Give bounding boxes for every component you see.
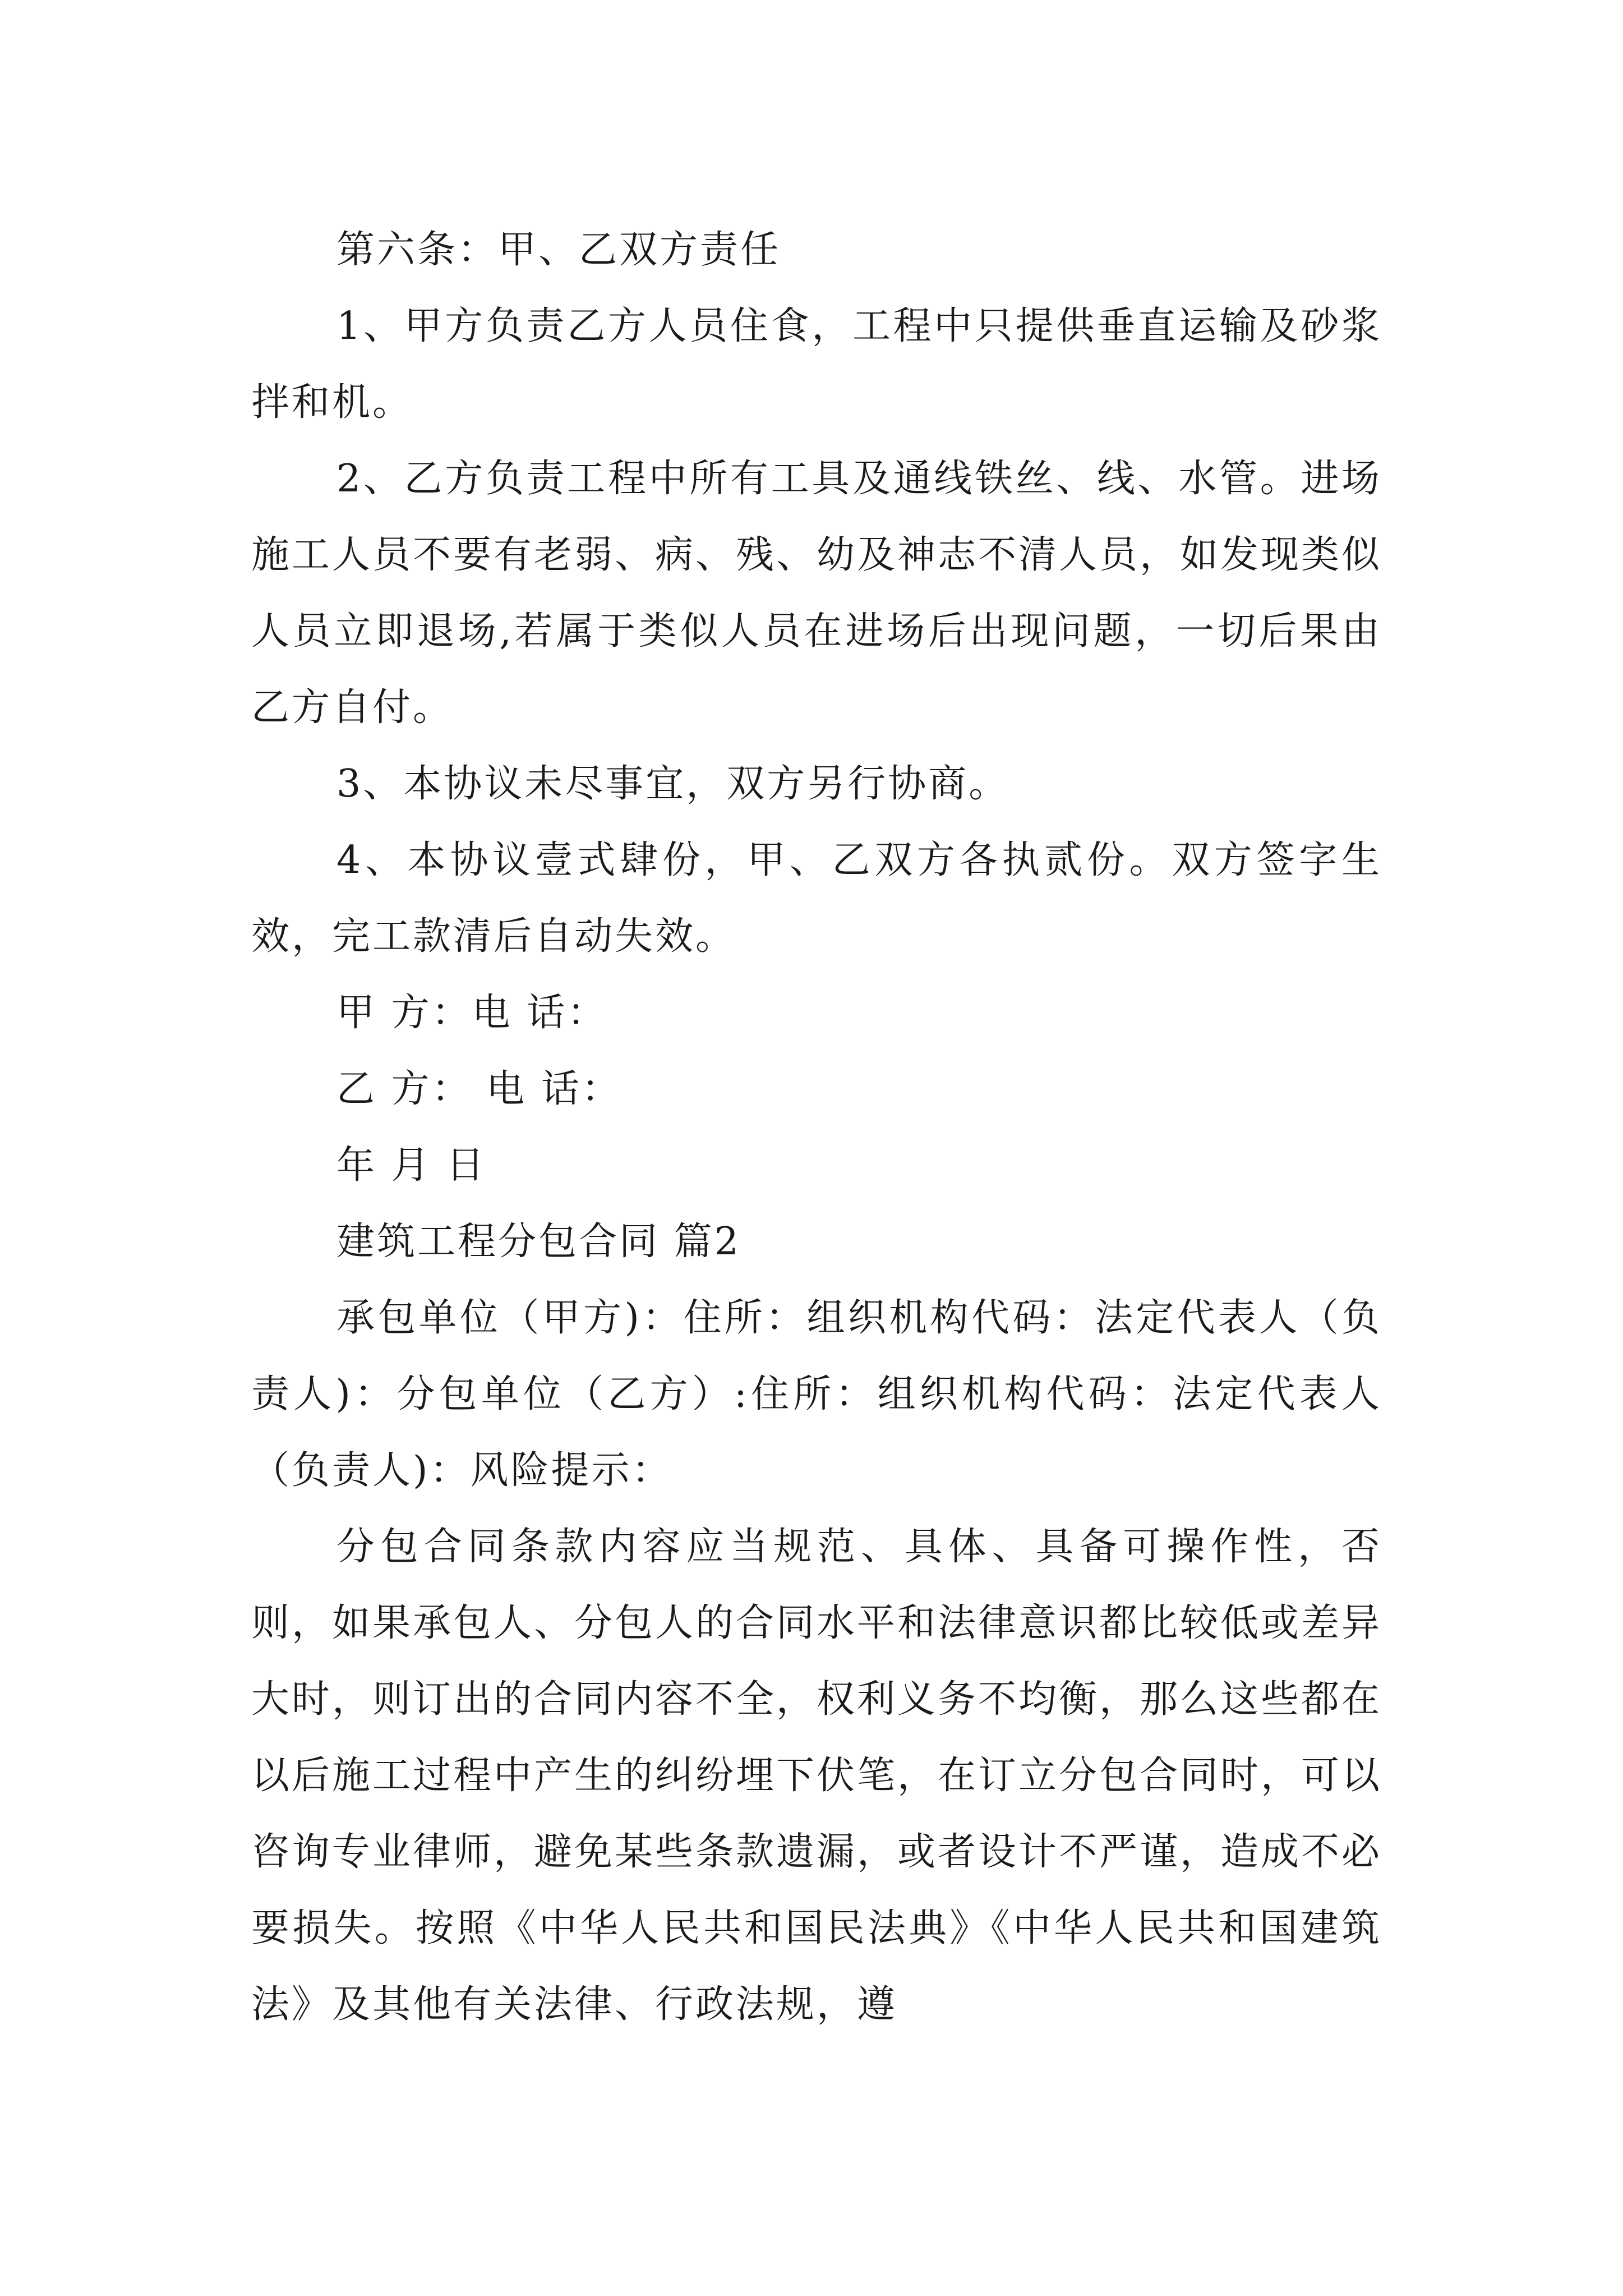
parties-info: 承包单位（甲方)：住所：组织机构代码：法定代表人（负责人)：分包单位（乙方）:住所：组织机构代码：法定代表人（负责人)：风险提示：	[251, 1296, 1382, 1493]
party-b-signature-line: 乙 方： 电 话：	[336, 1067, 622, 1111]
party-a-signature-line: 甲 方：电 话：	[336, 991, 608, 1035]
risk-notice-paragraph: 分包合同条款内容应当规范、具体、具备可操作性，否则，如果承包人、分包人的合同水平和法律意识都比较低或差异大时，则订出的合同内容不全，权利义务不均衡，那么这些都在以后施工过程中产生的纠纷埋下伏笔，在订立分包合同时，可以咨询专业律师，避免某些条款遗漏，或者设计不严谨，造成不必要损失。按照《中华人民共和国民法典》《中华人民共和国建筑法》及其他有关法律、行政法规，遵	[251, 1525, 1382, 2027]
article-six-heading: 第六条：甲、乙双方责任	[336, 228, 781, 272]
clause-2: 2、乙方负责工程中所有工具及通线铁丝、线、水管。进场施工人员不要有老弱、病、残、幼及神志不清人员，如发现类似人员立即退场,若属于类似人员在进场后出现问题，一切后果由乙方自付。	[251, 457, 1382, 730]
clause-4: 4、本协议壹式肆份，甲、乙双方各执贰份。双方签字生效，完工款清后自动失效。	[251, 838, 1382, 959]
clause-1: 1、甲方负责乙方人员住食，工程中只提供垂直运输及砂浆拌和机。	[251, 304, 1382, 425]
date-line: 年 月 日	[336, 1143, 487, 1188]
section-title: 建筑工程分包合同 篇2	[336, 1220, 741, 1264]
clause-3: 3、本协议未尽事宜，双方另行协商。	[336, 762, 1009, 806]
document-body	[251, 212, 1382, 2043]
